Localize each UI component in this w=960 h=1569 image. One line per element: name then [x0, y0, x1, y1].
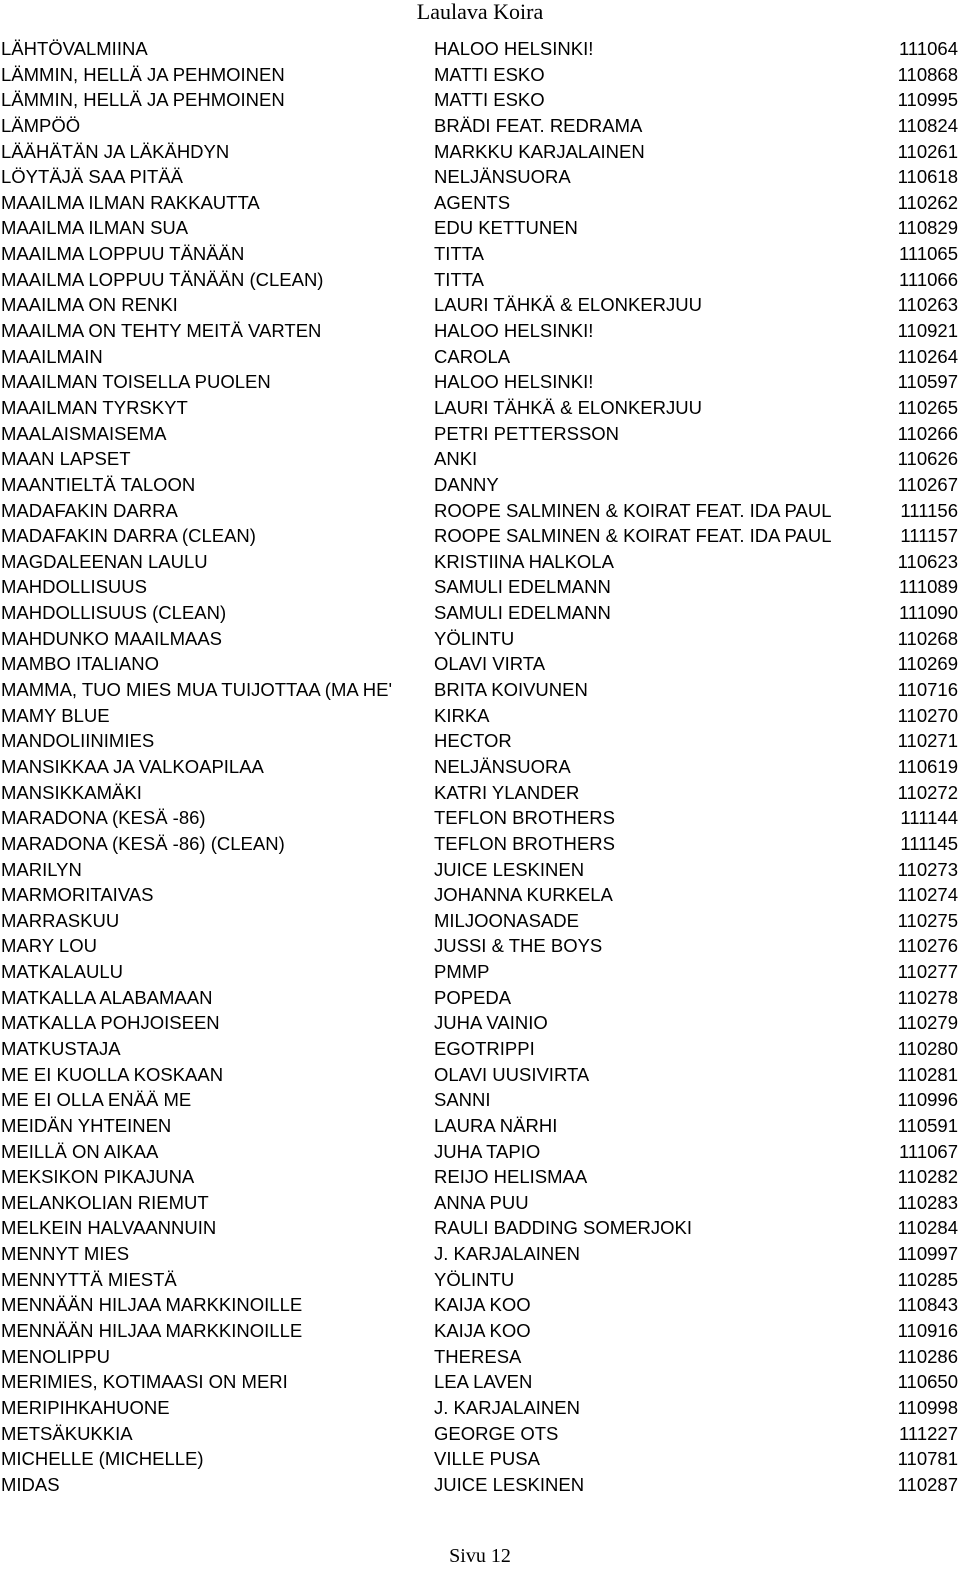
song-row: [0, 1318, 960, 1344]
song-code: 111064: [899, 38, 958, 59]
song-code: 110619: [897, 755, 958, 777]
song-artist: ANKI: [434, 448, 478, 470]
song-title: LÄMMIN, HELLÄ JA PEHMOINEN: [1, 63, 285, 85]
song-title: MENNÄÄN HILJAA MARKKINOILLE: [1, 1320, 303, 1342]
song-code: 110868: [897, 63, 958, 85]
song-artist: SANNI: [434, 1089, 491, 1111]
song-artist: JUICE LESKINEN: [434, 1473, 585, 1495]
song-code: 110916: [897, 1320, 958, 1342]
song-artist: MATTI ESKO: [434, 89, 545, 111]
song-code: 110278: [897, 986, 958, 1008]
song-artist: HALOO HELSINKI!: [434, 320, 594, 342]
song-title: MELKEIN HALVAANNUIN: [1, 1217, 217, 1239]
song-code: 110281: [897, 1063, 958, 1085]
song-code: 110283: [897, 1191, 958, 1213]
song-title: MAANTIELTÄ TALOON: [1, 473, 196, 495]
song-artist: JUHA TAPIO: [434, 1140, 541, 1162]
song-title: MARRASKUU: [1, 909, 120, 931]
song-artist: KAIJA KOO: [434, 1320, 531, 1342]
song-title: MELANKOLIAN RIEMUT: [1, 1191, 209, 1213]
song-title: MAAILMA ON TEHTY MEITÄ VARTEN: [1, 320, 322, 342]
song-code: 110618: [897, 166, 958, 188]
song-title: MAMBO ITALIANO: [1, 653, 159, 675]
song-code: 110998: [897, 1396, 958, 1418]
song-title: MARADONA (KESÄ -86): [1, 807, 206, 829]
song-artist: PMMP: [434, 961, 490, 983]
song-code: 111145: [900, 832, 958, 854]
song-code: 111156: [900, 499, 958, 521]
song-row: [0, 677, 960, 703]
song-code: 110267: [897, 473, 958, 495]
song-artist: KATRI YLANDER: [434, 781, 580, 803]
song-row: [0, 882, 960, 908]
song-code: 110268: [897, 627, 958, 649]
song-row: [0, 959, 960, 985]
song-code: 110275: [897, 909, 958, 931]
song-title: MENOLIPPU: [1, 1345, 110, 1367]
song-code: 111144: [900, 807, 958, 829]
song-artist: SAMULI EDELMANN: [434, 576, 611, 598]
song-code: 110997: [897, 1243, 958, 1265]
song-artist: MILJOONASADE: [434, 909, 579, 931]
song-row: [0, 215, 960, 241]
song-artist: THERESA: [434, 1345, 522, 1367]
song-title: METSÄKUKKIA: [1, 1422, 133, 1444]
page-header: Laulava Koira: [416, 0, 544, 24]
song-row: [0, 1139, 960, 1165]
song-row: [0, 1164, 960, 1190]
song-code: 110279: [897, 1012, 958, 1034]
song-title: MAAN LAPSET: [1, 448, 131, 470]
song-code: 110287: [897, 1473, 958, 1495]
song-title: MANDOLIINIMIES: [1, 730, 155, 752]
song-code: 110274: [897, 884, 958, 906]
song-code: 110623: [897, 550, 958, 572]
song-row: [0, 1036, 960, 1062]
song-title: MAALAISMAISEMA: [1, 422, 167, 444]
song-title: MATKUSTAJA: [1, 1037, 121, 1059]
song-row: [0, 1267, 960, 1293]
song-row: [0, 1369, 960, 1395]
song-title: MAHDUNKO MAAILMAAS: [1, 627, 223, 649]
song-row: [0, 498, 960, 524]
song-artist: TITTA: [434, 268, 485, 290]
song-row: [0, 754, 960, 780]
song-title: MARADONA (KESÄ -86) (CLEAN): [1, 832, 285, 854]
song-row: [0, 908, 960, 934]
song-artist: REIJO HELISMAA: [434, 1166, 588, 1188]
song-title: MAAILMAN TYRSKYT: [1, 396, 188, 418]
song-code: 110271: [897, 730, 958, 752]
song-title: MENNYTTÄ MIESTÄ: [1, 1268, 177, 1290]
song-title: MADAFAKIN DARRA: [1, 499, 178, 521]
song-artist: EGOTRIPPI: [434, 1037, 535, 1059]
song-title: MAAILMAN TOISELLA PUOLEN: [1, 371, 271, 393]
song-artist: BRITA KOIVUNEN: [434, 679, 588, 701]
song-artist: KAIJA KOO: [434, 1294, 531, 1316]
song-code: 110626: [897, 448, 958, 470]
song-code: 110273: [897, 858, 958, 880]
song-title: MATKALLA ALABAMAAN: [1, 986, 213, 1008]
song-artist: JUICE LESKINEN: [434, 858, 585, 880]
song-title: MAMY BLUE: [1, 704, 110, 726]
song-title: LÄMPÖÖ: [1, 114, 81, 136]
song-code: 110286: [897, 1345, 958, 1367]
song-code: 111067: [899, 1140, 958, 1162]
song-title: MARY LOU: [1, 935, 97, 957]
song-title: MEKSIKON PIKAJUNA: [1, 1166, 195, 1188]
song-code: 111157: [900, 525, 958, 547]
song-row: [0, 292, 960, 318]
song-code: 110261: [897, 140, 958, 162]
song-row: [0, 1344, 960, 1370]
song-row: [0, 1062, 960, 1088]
song-artist: PETRI PETTERSSON: [434, 422, 620, 444]
song-code: 110266: [897, 422, 958, 444]
song-artist: LEA LAVEN: [434, 1371, 533, 1393]
song-row: [0, 139, 960, 165]
song-row: [0, 831, 960, 857]
song-code: 110591: [897, 1114, 958, 1136]
song-title: MAMMA, TUO MIES MUA TUIJOTTAA (MA HE': [1, 679, 393, 701]
song-code: 110843: [897, 1294, 958, 1316]
song-title: MARMORITAIVAS: [1, 884, 154, 906]
song-code: 111227: [899, 1422, 958, 1444]
song-row: [0, 626, 960, 652]
song-artist: SAMULI EDELMANN: [434, 602, 611, 624]
song-artist: KRISTIINA HALKOLA: [434, 550, 614, 572]
song-title: ME EI KUOLLA KOSKAAN: [1, 1063, 224, 1085]
song-artist: MARKKU KARJALAINEN: [434, 140, 645, 162]
song-row: [0, 344, 960, 370]
song-title: MAAILMA LOPPUU TÄNÄÄN (CLEAN): [1, 268, 324, 290]
song-title: MATKALLA POHJOISEEN: [1, 1012, 220, 1034]
song-artist: ROOPE SALMINEN & KOIRAT FEAT. IDA PAUL: [434, 499, 832, 521]
song-artist: NELJÄNSUORA: [434, 166, 571, 188]
song-list: [0, 36, 960, 1498]
song-row: [0, 1010, 960, 1036]
song-artist: YÖLINTU: [434, 1268, 515, 1290]
song-row: [0, 703, 960, 729]
song-row: [0, 1421, 960, 1447]
song-artist: BRÄDI FEAT. REDRAMA: [434, 114, 643, 136]
song-artist: CAROLA: [434, 345, 511, 367]
song-artist: OLAVI VIRTA: [434, 653, 546, 675]
song-row: [0, 267, 960, 293]
song-artist: DANNY: [434, 473, 499, 495]
song-code: 110264: [897, 345, 958, 367]
song-code: 110269: [897, 653, 958, 675]
song-artist: LAURA NÄRHI: [434, 1114, 558, 1136]
song-row: [0, 1472, 960, 1498]
song-code: 111090: [899, 602, 958, 624]
song-artist: GEORGE OTS: [434, 1422, 559, 1444]
song-row: [0, 549, 960, 575]
song-title: LÄMMIN, HELLÄ JA PEHMOINEN: [1, 89, 285, 111]
song-row: [0, 1446, 960, 1472]
song-row: [0, 241, 960, 267]
song-row: [0, 780, 960, 806]
song-title: MIDAS: [1, 1473, 60, 1495]
song-title: MATKALAULU: [1, 961, 123, 983]
song-code: 110781: [897, 1448, 958, 1470]
song-title: MAHDOLLISUUS: [1, 576, 147, 598]
song-code: 110996: [897, 1089, 958, 1111]
song-code: 110597: [897, 371, 958, 393]
song-code: 110276: [897, 935, 958, 957]
song-code: 110650: [897, 1371, 958, 1393]
song-artist: RAULI BADDING SOMERJOKI: [434, 1217, 693, 1239]
song-row: [0, 472, 960, 498]
song-code: 110921: [897, 320, 958, 342]
song-title: LÄHTÖVALMIINA: [1, 38, 148, 59]
song-row: [0, 87, 960, 113]
song-artist: HECTOR: [434, 730, 512, 752]
song-row: [0, 600, 960, 626]
song-title: MENNÄÄN HILJAA MARKKINOILLE: [1, 1294, 303, 1316]
song-title: LÖYTÄJÄ SAA PITÄÄ: [1, 166, 183, 188]
song-artist: LAURI TÄHKÄ & ELONKERJUU: [434, 396, 702, 418]
song-code: 110716: [897, 679, 958, 701]
song-artist: POPEDA: [434, 986, 512, 1008]
song-artist: TITTA: [434, 243, 485, 265]
song-row: [0, 574, 960, 600]
song-row: [0, 728, 960, 754]
song-artist: HALOO HELSINKI!: [434, 38, 594, 59]
song-artist: JUSSI & THE BOYS: [434, 935, 603, 957]
song-artist: AGENTS: [434, 191, 511, 213]
song-code: 110284: [897, 1217, 958, 1239]
song-code: 111089: [899, 576, 958, 598]
page-number: Sivu 12: [449, 1545, 511, 1567]
song-title: MAAILMA ON RENKI: [1, 294, 178, 316]
song-code: 111065: [899, 243, 958, 265]
song-artist: TEFLON BROTHERS: [434, 832, 615, 854]
song-artist: J. KARJALAINEN: [434, 1243, 580, 1265]
song-row: [0, 1241, 960, 1267]
song-row: [0, 421, 960, 447]
song-title: MICHELLE (MICHELLE): [1, 1448, 204, 1470]
song-title: MAAILMA ILMAN SUA: [1, 217, 189, 239]
song-row: [0, 651, 960, 677]
song-code: 110829: [897, 217, 958, 239]
song-title: MARILYN: [1, 858, 82, 880]
song-artist: NELJÄNSUORA: [434, 755, 571, 777]
song-row: [0, 1113, 960, 1139]
song-row: [0, 1395, 960, 1421]
song-artist: ANNA PUU: [434, 1191, 529, 1213]
song-artist: TEFLON BROTHERS: [434, 807, 615, 829]
song-artist: OLAVI UUSIVIRTA: [434, 1063, 590, 1085]
song-row: [0, 395, 960, 421]
song-artist: J. KARJALAINEN: [434, 1396, 580, 1418]
song-title: MAAILMA LOPPUU TÄNÄÄN: [1, 243, 245, 265]
song-code: 110285: [897, 1268, 958, 1290]
song-artist: JOHANNA KURKELA: [434, 884, 613, 906]
song-title: ME EI OLLA ENÄÄ ME: [1, 1089, 192, 1111]
song-artist: MATTI ESKO: [434, 63, 545, 85]
song-artist: HALOO HELSINKI!: [434, 371, 594, 393]
song-row: [0, 190, 960, 216]
song-row: [0, 446, 960, 472]
song-code: 110262: [897, 191, 958, 213]
song-code: 110277: [897, 961, 958, 983]
song-row: [0, 113, 960, 139]
song-row: [0, 1190, 960, 1216]
song-title: MEIDÄN YHTEINEN: [1, 1114, 172, 1136]
song-title: MADAFAKIN DARRA (CLEAN): [1, 525, 256, 547]
song-code: 110270: [897, 704, 958, 726]
song-artist: YÖLINTU: [434, 627, 515, 649]
song-title: MANSIKKAMÄKI: [1, 781, 142, 803]
song-artist: JUHA VAINIO: [434, 1012, 548, 1034]
song-code: 111066: [899, 268, 958, 290]
song-title: MERIPIHKAHUONE: [1, 1396, 170, 1418]
song-row: [0, 1215, 960, 1241]
song-row: [0, 369, 960, 395]
song-code: 110824: [897, 114, 958, 136]
song-row: [0, 523, 960, 549]
song-row: [0, 36, 960, 62]
song-title: MAAILMAIN: [1, 345, 103, 367]
song-artist: EDU KETTUNEN: [434, 217, 578, 239]
song-title: MAHDOLLISUUS (CLEAN): [1, 602, 227, 624]
song-row: [0, 933, 960, 959]
song-title: MAAILMA ILMAN RAKKAUTTA: [1, 191, 260, 213]
song-title: MANSIKKAA JA VALKOAPILAA: [1, 755, 264, 777]
song-code: 110263: [897, 294, 958, 316]
song-artist: LAURI TÄHKÄ & ELONKERJUU: [434, 294, 702, 316]
song-title: MEILLÄ ON AIKAA: [1, 1140, 159, 1162]
song-artist: VILLE PUSA: [434, 1448, 540, 1470]
song-row: [0, 164, 960, 190]
song-title: MAGDALEENAN LAULU: [1, 550, 208, 572]
song-row: [0, 985, 960, 1011]
song-code: 110280: [897, 1037, 958, 1059]
song-row: [0, 62, 960, 88]
song-row: [0, 1087, 960, 1113]
song-row: [0, 857, 960, 883]
song-code: 110265: [897, 396, 958, 418]
song-code: 110272: [897, 781, 958, 803]
song-title: MERIMIES, KOTIMAASI ON MERI: [1, 1371, 288, 1393]
song-artist: KIRKA: [434, 704, 490, 726]
song-artist: ROOPE SALMINEN & KOIRAT FEAT. IDA PAUL: [434, 525, 832, 547]
song-row: [0, 1292, 960, 1318]
song-row: [0, 318, 960, 344]
song-title: MENNYT MIES: [1, 1243, 130, 1265]
song-code: 110995: [897, 89, 958, 111]
song-title: LÄÄHÄTÄN JA LÄKÄHDYN: [1, 140, 230, 162]
song-row: [0, 805, 960, 831]
song-code: 110282: [897, 1166, 958, 1188]
